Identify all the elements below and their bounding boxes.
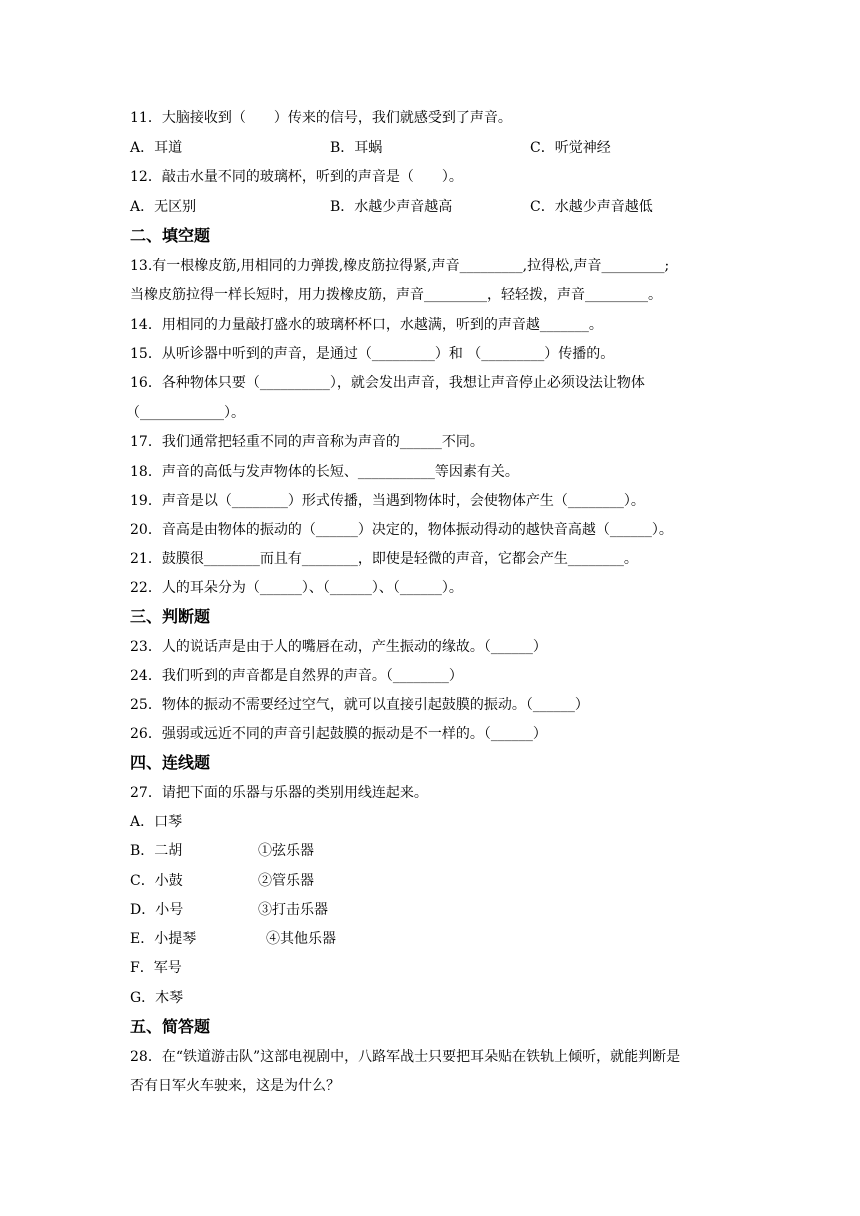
judge-line: 26．强弱或远近不同的声音引起鼓膜的振动是不一样的。（______） <box>130 726 547 742</box>
question-12-stem: 12．敲击水量不同的玻璃杯，听到的声音是（ ）。 <box>130 169 463 185</box>
question-11-option-c: C．听觉神经 <box>530 140 611 156</box>
fill-line: 17．我们通常把轻重不同的声音称为声音的______不同。 <box>130 434 484 450</box>
instrument-item: G．木琴 <box>130 990 184 1006</box>
section-heading-judgement: 三、判断题 <box>130 607 211 626</box>
fill-line: 19．声音是以（________）形式传播，当遇到物体时，会使物体产生（________）。 <box>130 493 645 509</box>
instrument-item: A．口琴 <box>130 814 183 830</box>
instrument-item: D．小号 <box>130 902 184 918</box>
section-heading-fill-in: 二、填空题 <box>130 226 211 245</box>
question-11-option-a: A．耳道 <box>130 140 183 156</box>
fill-line: 16．各种物体只要（__________），就会发出声音，我想让声音停止必须设法让物体 <box>130 375 645 391</box>
question-28-line: 否有日军火车驶来，这是为什么？ <box>130 1078 340 1094</box>
judge-line: 24．我们听到的声音都是自然界的声音。（________） <box>130 668 463 684</box>
question-28-line: 28．在“铁道游击队”这部电视剧中，八路军战士只要把耳朵贴在铁轨上倾听，就能判断是 <box>130 1049 681 1065</box>
category-item: ①弦乐器 <box>258 843 314 859</box>
fill-line: 20．音高是由物体的振动的（______）决定的，物体振动得动的越快音高越（______）。 <box>130 522 673 538</box>
section-heading-matching: 四、连线题 <box>130 753 211 772</box>
fill-line: 15．从听诊器中听到的声音，是通过（_________）和 （_________）传播的。 <box>130 346 615 362</box>
instrument-item: F．军号 <box>130 960 182 976</box>
fill-line: 14．用相同的力量敲打盛水的玻璃杯杯口，水越满，听到的声音越_______。 <box>130 317 603 333</box>
category-item: ③打击乐器 <box>258 902 328 918</box>
fill-line: 当橡皮筋拉得一样长短时，用力拨橡皮筋，声音_________，轻轻拨，声音_________。 <box>130 287 662 303</box>
fill-line: 21．鼓膜很________而且有________，即使是轻微的声音，它都会产生________。 <box>130 551 638 567</box>
instrument-item: E．小提琴 <box>130 931 197 947</box>
category-item: ④其他乐器 <box>266 931 336 947</box>
fill-line: （____________）。 <box>126 405 245 421</box>
instrument-item: C．小鼓 <box>130 873 183 889</box>
category-item: ②管乐器 <box>258 873 314 889</box>
question-12-option-b: B．水越少声音越高 <box>330 199 453 215</box>
question-11-stem: 11．大脑接收到（ ）传来的信号，我们就感受到了声音。 <box>130 110 512 126</box>
judge-line: 25．物体的振动不需要经过空气，就可以直接引起鼓膜的振动。（______） <box>130 697 589 713</box>
section-heading-short-answer: 五、简答题 <box>130 1017 211 1036</box>
fill-line: 13.有一根橡皮筋,用相同的力弹拨,橡皮筋拉得紧,声音_________,拉得松,声音_________; <box>130 258 670 274</box>
fill-line: 22．人的耳朵分为（______）、（______）、（______）。 <box>130 580 463 596</box>
question-12-option-a: A．无区别 <box>130 199 197 215</box>
judge-line: 23．人的说话声是由于人的嘴唇在动，产生振动的缘故。（______） <box>130 639 547 655</box>
question-27-stem: 27．请把下面的乐器与乐器的类别用线连起来。 <box>130 785 428 801</box>
question-12-option-c: C．水越少声音越低 <box>530 199 653 215</box>
fill-line: 18．声音的高低与发声物体的长短、___________等因素有关。 <box>130 464 519 480</box>
instrument-item: B．二胡 <box>130 843 183 859</box>
question-11-option-b: B．耳蜗 <box>330 140 383 156</box>
